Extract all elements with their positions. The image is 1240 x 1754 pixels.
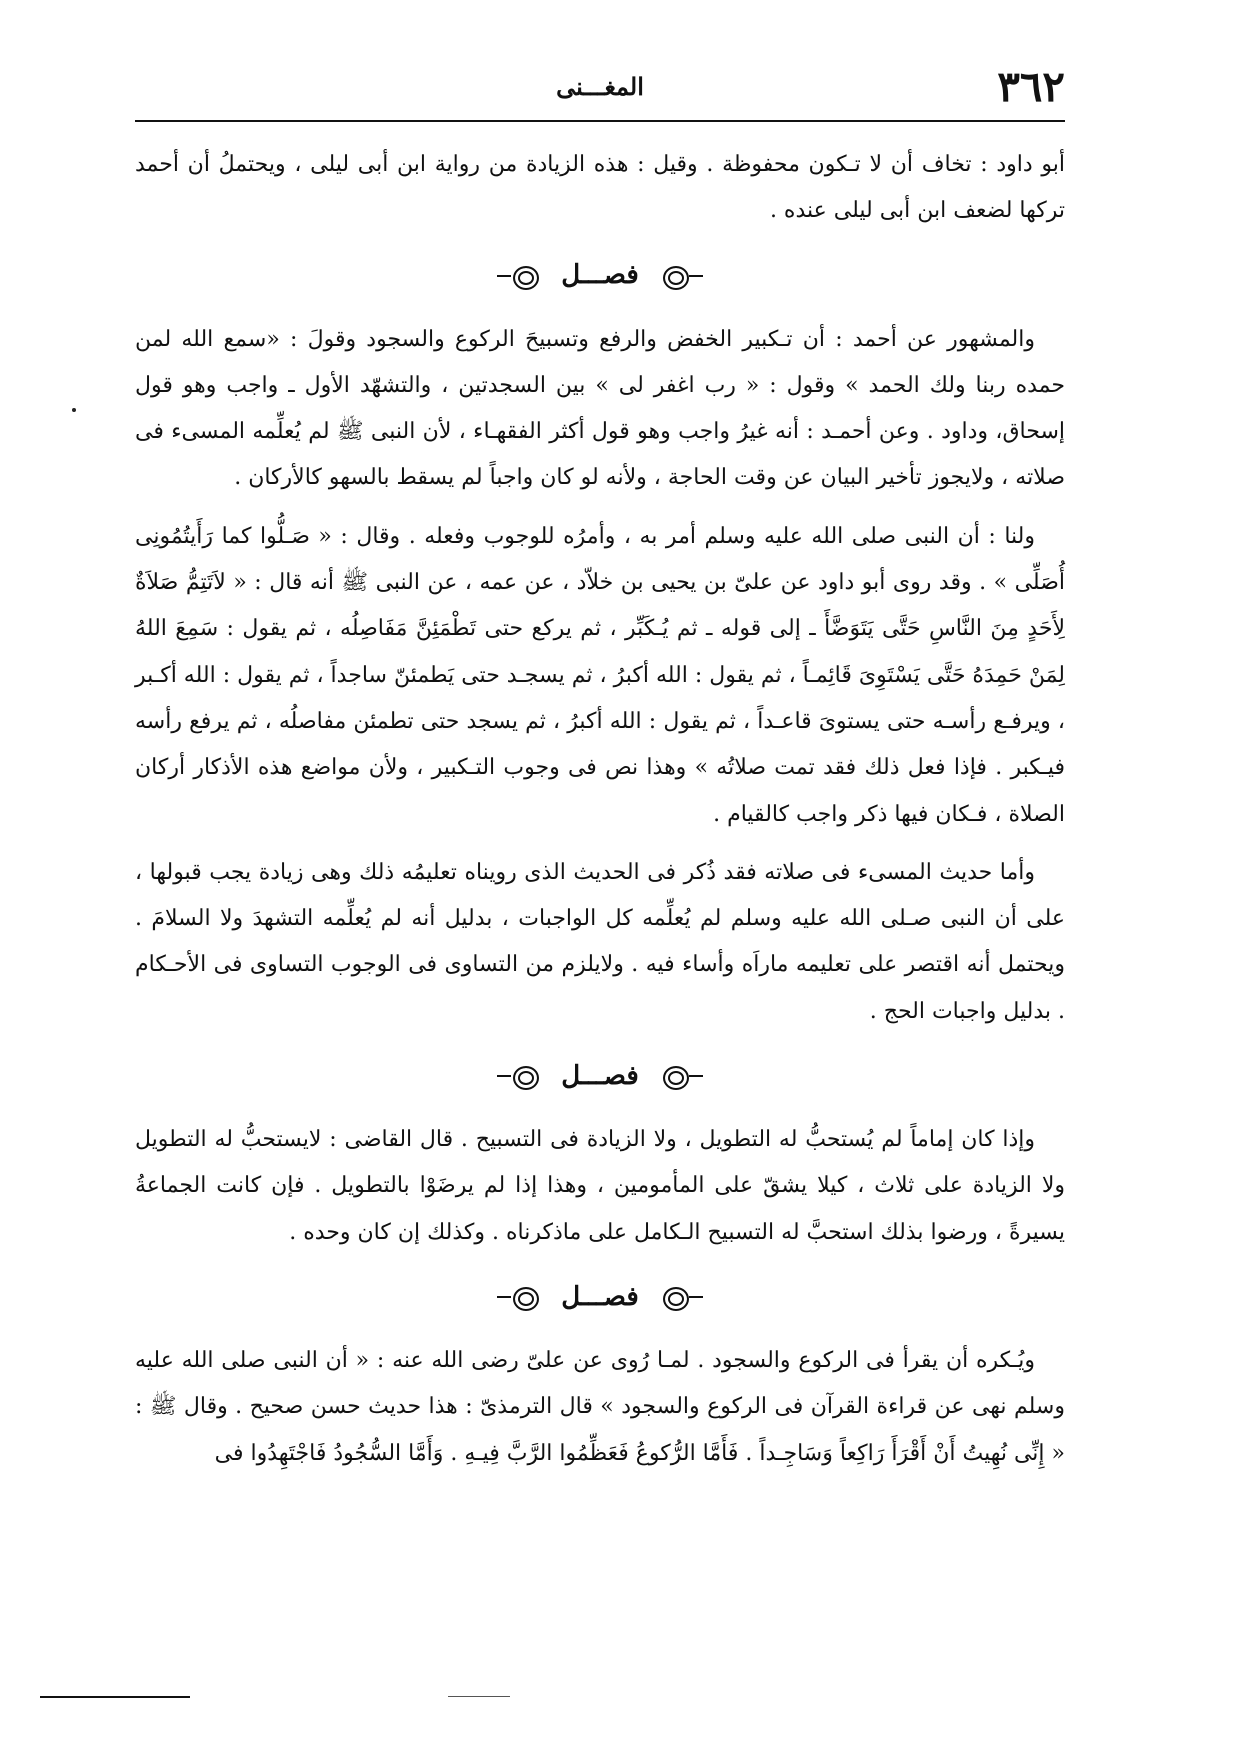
section-heading-3 <box>135 1268 1065 1326</box>
footnote-rule <box>40 1696 190 1698</box>
section-heading-2 <box>135 1047 1065 1105</box>
footnote-rule-short <box>448 1696 510 1697</box>
paragraph-1: أبو داود : تخاف أن لا تـكون محفوظة . وقيل : هذه الزيادة من رواية ابن أبى ليلى ، ويحتملُ أن أحمد تركها لضعف ابن أبى ليلى عنده . <box>135 152 1065 224</box>
paragraph-3: ولنا : أن النبى صلى الله عليه وسلم أمر به ، وأمرُه للوجوب وفعله . وقال : « صَـلُّوا كما رَأَيتُمُونِى أُصَلِّى » . وقد روى أبو داود عن علىّ بن يحيى بن خلاّد ، عن عمه ، عن النبى ﷺ أنه قال : « لاَتَتِمُّ صَلاَةٌ لِأَحَدٍ مِنَ النَّاسِ حَتَّى يَتَوَضَّأَ ـ إلى قوله ـ ثم يُـكَبِّر ، ثم يركع حتى تَطْمَئِنَّ مَفَاصِلُه ، ثم يقول : سَمِعَ اللهُ لِمَنْ حَمِدَهُ حَتَّى يَسْتَوِىَ قَائِمـاً ، ثم يقول : الله أكبرُ ، ثم يسجـد حتى يَطمئنّ ساجداً ، ثم يقول : الله أكـبر ، ويرفـع رأسـه حتى يستوىَ قاعـداً ، ثم يقول : الله أكبرُ ، ثم يسجد حتى تطمئن مفاصلُه ، ثم يرفع رأسه فيـكبر . فإذا فعل ذلك فقد تمت صلاتُه » وهذا نص فى وجوب التـكبير ، ولأن مواضع هذه الأذكار أركان الصلاة ، فـكان فيها ذكر واجب كالقيام . <box>135 523 1065 827</box>
ornament-icon <box>653 1284 697 1310</box>
paragraph-6: ويُـكره أن يقرأ فى الركوع والسجود . لمـا رُوى عن علىّ رضى الله عنه : « أن النبى صلى الله عليه وسلم نهى عن قراءة القرآن فى الركوع والسجود » قال الترمذىّ : هذا حديث حسن صحيح . وقال ﷺ : « إِنِّى نُهِيتُ أَنْ أَقْرَأَ رَاكِعاً وَسَاجِـداً . فَأَمَّا الرُّكوعُ فَعَظِّمُوا الرَّبَّ فِيـهِ . وَأَمَّا السُّجُودُ فَاجْتَهِدُوا فى <box>135 1347 1065 1466</box>
paragraph-4: وأما حديث المسىء فى صلاته فقد ذُكر فى الحديث الذى رويناه تعليمُه ذلك وهى زيادة يجب قبولها ، على أن النبى صـلى الله عليه وسلم لم يُعلِّمه كل الواجبات ، بدليل أنه لم يُعلِّمه التشهدَ ولا السلامَ . ويحتمل أنه اقتصر على تعليمه ماراَه وأساء فيه . ولايلزم من التساوى فى الوجوب التساوى فى الأحـكام . بدليل واجبات الحج . <box>135 859 1065 1024</box>
ornament-icon <box>503 263 547 289</box>
ornament-icon <box>503 1063 547 1089</box>
paragraph-5: وإذا كان إماماً لم يُستحبُّ له التطويل ، ولا الزيادة فى التسبيح . قال القاضى : لايستحبُّ له التطويل ولا الزيادة على ثلاث ، كيلا يشقّ على المأمومين ، وهذا إذا لم يرضَوْا بالتطويل . فإن كانت الجماعةُ يسيرةً ، ورضوا بذلك استحبَّ له التسبيح الـكامل على ماذكرناه . وكذلك إن كان وحده . <box>135 1127 1065 1245</box>
body-text <box>135 142 1065 1489</box>
section-heading-label: فصـــل <box>561 1060 639 1091</box>
ornament-icon <box>503 1284 547 1310</box>
page-number: ٣٦٢ <box>997 62 1065 111</box>
margin-dot <box>72 408 76 412</box>
running-title: المغـــنى <box>556 72 644 101</box>
paragraph-2: والمشهور عن أحمد : أن تـكبير الخفض والرفع وتسبيحَ الركوع والسجود وقولَ : «سمع الله لمن حمده ربنا ولك الحمد » وقول : « رب اغفر لى » بين السجدتين ، والتشهّد الأول ـ واجب وهو قول إسحاق، وداود . وعن أحمـد : أنه غيرُ واجب وهو قول أكثر الفقهـاء ، لأن النبى ﷺ لم يُعلِّمه المسىء فى صلاته ، ولايجوز تأخير البيان عن وقت الحاجة ، ولأنه لو كان واجباً لم يسقط بالسهو كالأركان . <box>135 326 1065 491</box>
section-heading-1 <box>135 247 1065 305</box>
ornament-icon <box>653 263 697 289</box>
ornament-icon <box>653 1063 697 1089</box>
section-heading-label: فصـــل <box>561 260 639 291</box>
page-header <box>135 62 1065 122</box>
section-heading-label: فصـــل <box>561 1281 639 1312</box>
